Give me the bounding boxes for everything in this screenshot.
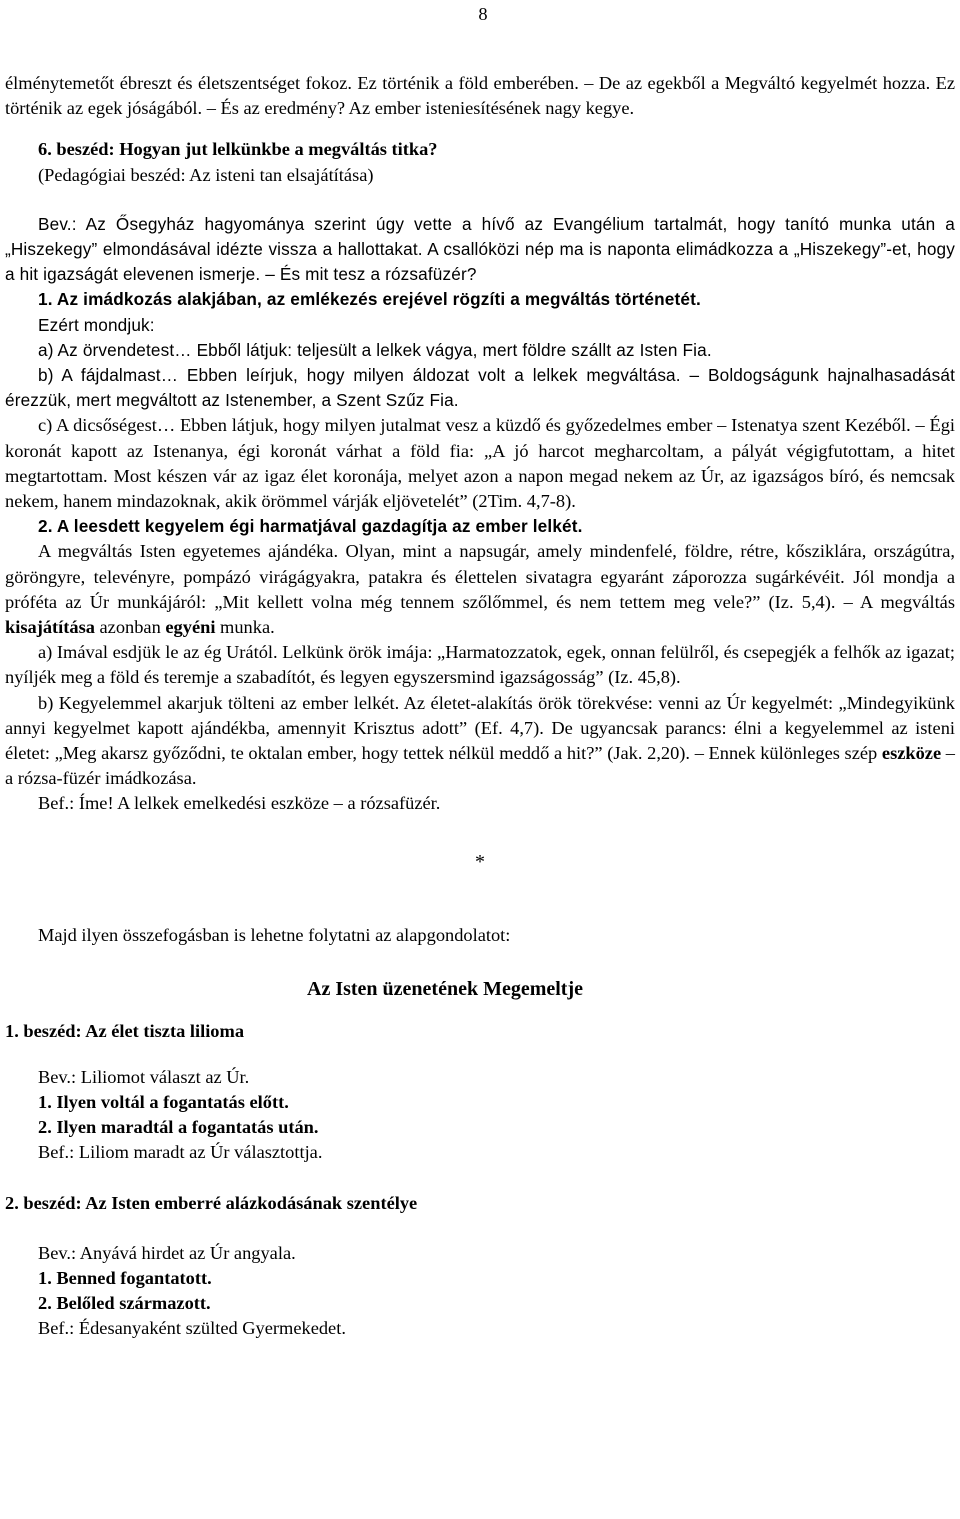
point-2-text-end: munka. [215,617,275,638]
point-2-paragraph [5,539,955,640]
speech-2-introduction: Bev.: Anyává hirdet az Úr angyala. [38,1242,296,1263]
speech-1-conclusion: Bef.: Liliom maradt az Úr választottja. [38,1142,323,1163]
speech-2-conclusion: Bef.: Édesanyaként szülted Gyermekedet. [38,1318,346,1339]
point-2b-text-end: – a rózsa-füzér imádkozása. [5,743,956,789]
emphasis-kisajatitasa: kisajátítása [5,617,95,638]
glorious-part-1: c) A dicsőségest… Ebben látjuk, hogy milyen jutalmat vesz a küzdő és győzedelmes ember – Istenatya szent Kezéből. – Égi koronát kapott az Istenanya, égi koronát várhat a föld fia: „A jó harcot megharcoltam, a pályát végigfutottam, a hitet megtartottam. [5,415,955,486]
conclusion: Bef.: Íme! A lelkek emelkedési eszköze – a rózsafüzér. [38,793,441,814]
point-a-joyful: a) Az örvendetest… Ebből látjuk: teljesült a lelkek vágya, mert földre szállt az Isten Fia. [38,339,712,360]
emphasis-egyeni: egyéni [165,617,216,638]
point-1-heading: 1. Az imádkozás alakjában, az emlékezés erejével rögzíti a megváltás történetét. [38,289,701,310]
point-2b-paragraph [5,691,955,792]
page-content [5,71,955,1341]
speech-6-heading: 6. beszéd: Hogyan jut lelkünkbe a megváltás titka? [38,139,438,160]
page-number: 8 [478,4,488,24]
speech-1-title: 1. beszéd: Az élet tiszta lilioma [5,1021,245,1042]
ezert-mondjuk: Ezért mondjuk: [38,314,155,335]
introduction-part-1: Bev.: Az Ősegyház hagyománya szerint úgy vette a hívő az Evangélium tartalmát, hogy tanító munka után a „Hiszekegy” elmondásával idézte vissza a hallottakat. [5,213,955,260]
emphasis-eszkoze: eszköze [881,743,942,764]
outline-main-title: Az Isten üzenetének Megemeltje [307,978,584,1001]
speech-6-introduction [5,212,955,288]
introduction-part-2: A csallóközi nép ma is naponta elimádkozza a „Hiszekegy”-et, hogy a hit igazságát elevenen ismerje. – És mit tesz a rózsafüzér? [5,239,956,285]
speech-6-subheading: (Pedagógiai beszéd: Az isteni tan elsajátítása) [38,164,374,185]
speech-1-introduction: Bev.: Liliomot választ az Úr. [38,1066,250,1087]
opening-paragraph: élménytemetőt ébreszt és életszentséget fokoz. Ez történik a föld emberében. – De az egekből a Megváltó kegyelmét hozza. Ez történik az egek jóságából. – És az eredmény? Az ember isteniesítésének nagy kegye. [5,73,955,119]
point-2-text: A megváltás Isten egyetemes ajándéka. Olyan, mint a napsugár, amely mindenfelé, földre, rétre, kősziklára, országútra, göröngyre, televényre, pompázó virágágyakra, patakra és élettelen sivatagra egyaránt záporozza sugárkévéit. Jól mondja a próféta az Úr munkájáról: „Mit kellett volna még tennem szőlőmmel, és nem tettem meg vele?” (Iz. 5,4). – A megváltás [5,541,955,612]
point-2-heading: 2. A leesdett kegyelem égi harmatjával gazdagítja az ember lelkét. [38,516,583,537]
section-separator: * [475,850,485,873]
outline-intro: Majd ilyen összefogásban is lehetne folytatni az alapgondolatot: [38,924,511,945]
speech-2-point-1: 1. Benned fogantatott. [38,1267,212,1288]
speech-1-point-2: 2. Ilyen maradtál a fogantatás után. [38,1116,319,1137]
point-2a-paragraph: a) Imával esdjük le az ég Urától. Lelkünk örök imája: „Harmatozzatok, egek, onnan felülről, és csepegjék a felhők az igazat; nyíljék meg a föld és teremje a szabadítót, és legyen egyszersmind igazságosság” (Iz. 45,8). [5,642,955,688]
point-b-sorrowful: b) A fájdalmast… Ebben leírjuk, hogy milyen áldozat volt a lelkek megváltása. – Boldogságunk hajnalhasadását érezzük, mert megváltott az Istenember, a Szent Szűz Fia. [5,365,955,411]
glorious-part-2: Most készen vár az igaz élet koronája, melyet azon a napon megad nekem az Úr, az igazságos bíró, és nemcsak nekem, hanem mindazoknak, akik örömmel várják eljövetelét” (2Tim. 4,7-8). [5,465,955,512]
speech-1-point-1: 1. Ilyen voltál a fogantatás előtt. [38,1091,289,1112]
speech-2-point-2: 2. Belőled származott. [38,1292,211,1313]
speech-2-title: 2. beszéd: Az Isten emberré alázkodásának szentélye [5,1193,418,1214]
point-c-glorious [5,413,955,514]
point-2b-text: b) Kegyelemmel akarjuk tölteni az ember lelkét. Az életet-alakítás örök törekvése: venni az Úr kegyelmét: „Mindegyikünk annyi kegyelmet kapott ajándékba, amennyit Krisztus adott” (Ef. 4,7). De ugyancsak parancs: élni a kegyelemmel az isteni életet: „Meg akarsz győződni, te oktalan ember, hogy tettek nélkül meddő a hit?” (Jak. 2,20). – Ennek különleges szép [5,692,955,764]
point-2-text-middle: azonban [94,617,166,638]
